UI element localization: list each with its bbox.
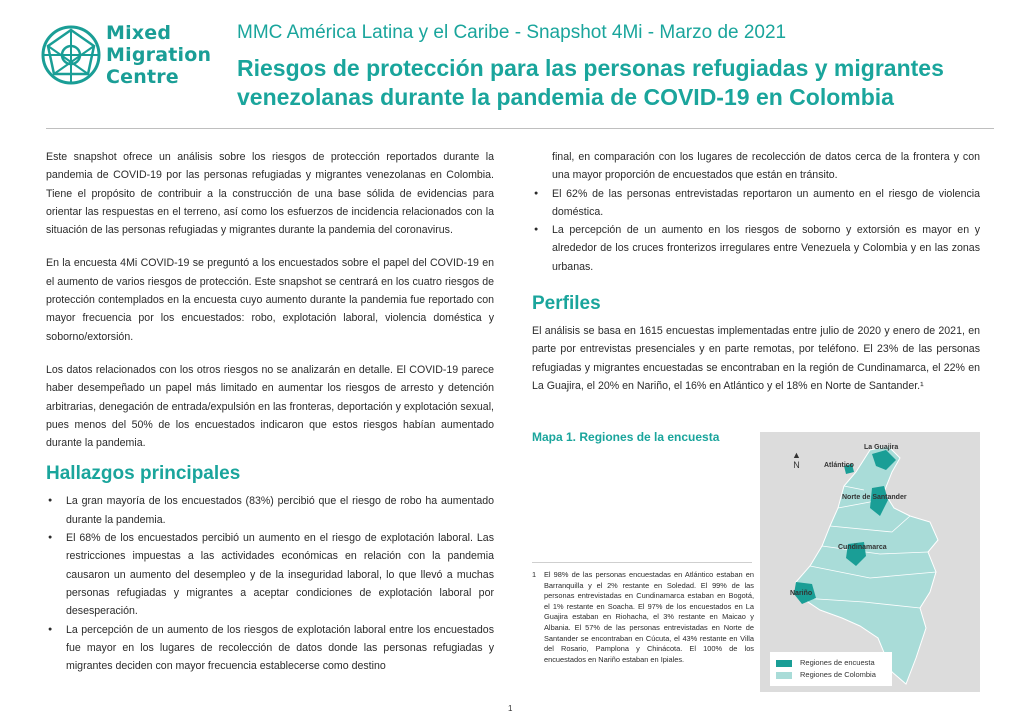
legend-item: Regiones de Colombia — [776, 669, 886, 681]
label-atlantico: Atlántico — [824, 462, 854, 469]
mmc-logo — [40, 22, 240, 102]
label-norte-santander: Norte de Santander — [842, 494, 907, 501]
legend-item: Regiones de encuesta — [776, 657, 886, 669]
right-column — [532, 148, 980, 410]
label-cundinamarca: Cundinamarca — [838, 544, 887, 551]
page-number: 1 — [508, 704, 513, 713]
logo-line-2: Migration — [106, 44, 212, 66]
list-item: ● La percepción de un aumento de los riesgos de explotación laboral entre los encuestados fue mayor en los lugares de recolección de datos donde las personas refugiadas y migrantes deciden con mayor frecuencia establecerse como destino — [46, 621, 494, 676]
perfiles-paragraph: El análisis se basa en 1615 encuestas implementadas entre julio de 2020 y enero de 2021, en parte por entrevistas presenciales y en parte remotas, por teléfono. El 23% de las personas refugiadas y migrantes encuestadas se encontraban en la región de Cundinamarca, el 22% en La Guajira, el 20% en Nariño, el 16% en Atlántico y el 18% en Norte de Santander.¹ — [532, 325, 980, 392]
list-item: ● La percepción de un aumento en los riesgos de soborno y extorsión es mayor en y alrededor de los cruces fronterizos irregulares entre Venezuela y Colombia y en las zonas urbanas. — [532, 221, 980, 276]
colombia-map — [760, 432, 980, 692]
list-item: ● La gran mayoría de los encuestados (83%) percibió que el riesgo de robo ha aumentado durante la pandemia. — [46, 492, 494, 529]
intro-paragraph-1: Este snapshot ofrece un análisis sobre los riesgos de protección reportados durante la pandemia de COVID-19 por las personas refugiadas y migrantes venezolanas en Colombia. Tiene el propósito de contribuir a la construcción de una base sólida de evidencias para orientar las respuestas en el terreno, así como los esfuerzos de incidencia relacionados con la situación de las personas refugiadas y migrantes durante la pandemia del coronavirus. — [46, 151, 494, 237]
footnote-divider — [532, 562, 752, 563]
hallazgos-list-continued — [532, 185, 980, 276]
label-narino: Nariño — [790, 590, 813, 597]
network-globe-icon — [40, 24, 102, 86]
map-title: Mapa 1. Regiones de la encuesta — [532, 430, 720, 444]
left-column — [46, 148, 494, 675]
report-subtitle: MMC América Latina y el Caribe - Snapshot 4Mi - Marzo de 2021 — [237, 22, 787, 43]
list-item: ● El 62% de las personas entrevistadas reportaron un aumento en el riesgo de violencia doméstica. — [532, 185, 980, 222]
hallazgos-continuation: final, en comparación con los lugares de recolección de datos cerca de la frontera y con una mayor proporción de encuestados que están en tránsito. — [552, 151, 980, 182]
report-title: Riesgos de protección para las personas refugiadas y migrantes venezolanas durante la pandemia de COVID-19 en Colombia — [237, 55, 944, 110]
logo-line-1: Mixed — [106, 22, 172, 44]
footnote — [532, 570, 754, 665]
footnote-text: El 98% de las personas encuestadas en Atlántico estaban en Barranquilla y el 2% restante en Soledad. El 99% de las personas entrevistadas en Cundinamarca estaban en Bogotá, el 1% restante en Soacha. El 97% de los encuestados en La Guajira estaban en Riohacha, el 3% restante en Maicao y Albania. El 57% de las personas entrevistadas en Norte de Santander se encontraban en Cúcuta, el 43% restante en Villa del Rosario, Pamplona y Chinácota. El 100% de los encuestados en Nariño estaban en Ipiales. — [544, 570, 754, 664]
hallazgos-list — [46, 492, 494, 675]
legend-swatch-survey — [776, 660, 792, 667]
label-la-guajira: La Guajira — [864, 444, 899, 451]
map-legend — [770, 652, 892, 686]
list-item: ● El 68% de los encuestados percibió un aumento en el riesgo de explotación laboral. Las restricciones impuestas a las actividades económicas en relación con la pandemia causaron un aumento del desempleo y de la inseguridad laboral, lo que llevó a muchas personas refugiadas y migrantes a aceptar condiciones de explotación laboral por desesperación. — [46, 529, 494, 620]
intro-paragraph-2: En la encuesta 4Mi COVID-19 se preguntó a los encuestados sobre el papel del COVID-19 en el aumento de varios riesgos de protección. Este snapshot se centrará en los cuatro riesgos de protección contemplados en la encuesta cuyo aumento durante la pandemia fue reportado con mayor frecuencia por los encuestados: robo, explotación laboral, violencia doméstica y soborno/extorsión. — [46, 257, 494, 343]
hallazgos-heading: Hallazgos principales — [46, 463, 241, 485]
logo-line-3: Centre — [106, 66, 179, 88]
legend-swatch-colombia — [776, 672, 792, 679]
north-arrow-icon: ▲ N — [792, 450, 801, 470]
header-divider — [46, 128, 994, 129]
intro-paragraph-3: Los datos relacionados con los otros riesgos no se analizarán en detalle. El COVID-19 parece haber desempeñado un papel más limitado en aumentar los riesgos de arresto y detención arbitrarias, denegación de entrada/expulsión en las fronteras, deportación y explotación sexual, pues menos del 50% de los encuestados indicaron que estos riesgos habían aumentado durante la pandemia. — [46, 363, 494, 450]
perfiles-heading: Perfiles — [532, 293, 601, 315]
footnote-number: 1 — [532, 570, 537, 579]
